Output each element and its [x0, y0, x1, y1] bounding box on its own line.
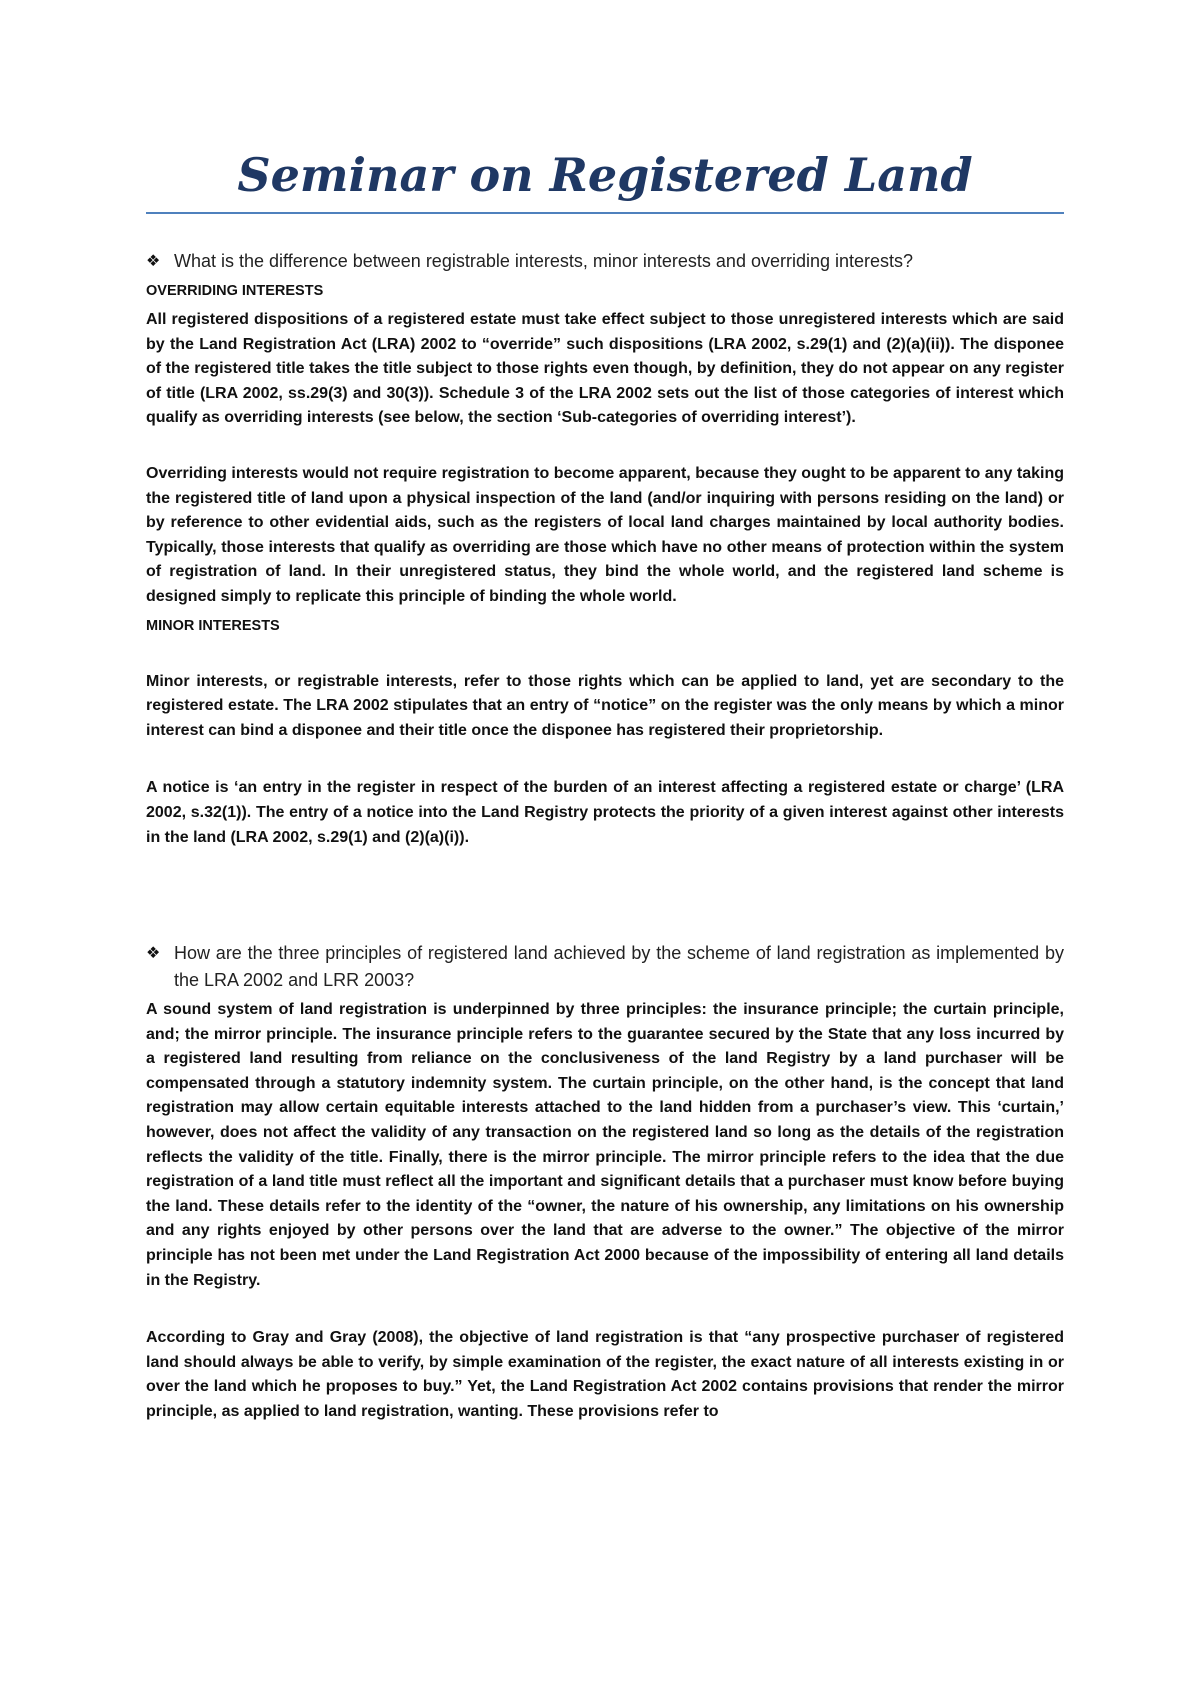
- paragraph-overriding-2: Overriding interests would not require registration to become apparent, because they ought to be apparent to any taking the registered title of land upon a physical inspection of the land (and/or inquiring with persons residing on the land) or by reference to other evidential aids, such as the registers of local land charges maintained by local authority bodies. Typically, those interests that qualify as overriding are those which have no other means of protection within the system of registration of land. In their unregistered status, they bind the whole world, and the registered land scheme is designed simply to replicate this principle of binding the whole world.: [146, 464, 1064, 605]
- paragraph-principles-2: According to Gray and Gray (2008), the objective of land registration is that “any prospective purchaser of registered land should always be able to verify, by simple examination of the register, the exact nature of all interests existing in or over the land which he proposes to buy.” Yet, the Land Registration Act 2002 contains provisions that render the mirror principle, as applied to land registration, wanting. These provisions refer to: [146, 1329, 1064, 1420]
- question-2-text: How are the three principles of registered land achieved by the scheme of land registration as implemented by the LRA 2002 and LRR 2003?: [174, 943, 1064, 991]
- heading-overriding-interests: OVERRIDING INTERESTS: [146, 283, 324, 299]
- paragraph-minor-2: A notice is ‘an entry in the register in respect of the burden of an interest affecting a registered estate or charge’ (LRA 2002, s.32(1)). The entry of a notice into the Land Registry protects the priority of a given interest against other interests in the land (LRA 2002, s.29(1) and (2)(a)(i)).: [146, 779, 1064, 846]
- paragraph-overriding-1: All registered dispositions of a registered estate must take effect subject to those unregistered interests which are said by the Land Registration Act (LRA) 2002 to “override” such dispositions (LRA 2002, s.29(1) and (2)(a)(ii)). The disponee of the registered title takes the title subject to those rights even though, by definition, they do not appear on any register of title (LRA 2002, ss.29(3) and 30(3)). Schedule 3 of the LRA 2002 sets out the list of those categories of interest which qualify as overriding interests (see below, the section ‘Sub-categories of overriding interest’).: [146, 311, 1064, 427]
- question-2: [146, 940, 1064, 994]
- diamond-bullet-icon: ❖: [146, 253, 161, 270]
- paragraph-principles-1: A sound system of land registration is underpinned by three principles: the insurance principle; the curtain principle, and; the mirror principle. The insurance principle refers to the guarantee secured by the State that any loss incurred by a registered land resulting from reliance on the conclusiveness of the land Registry by a land purchaser will be compensated through a statutory indemnity system. The curtain principle, on the other hand, is the concept that land registration may allow certain equitable interests attached to the land hidden from a purchaser’s view. This ‘curtain,’ however, does not affect the validity of any transaction on the registered land so long as the details of the registration reflects the validity of the title. Finally, there is the mirror principle. The mirror principle refers to the idea that the due registration of a land title must reflect all the important and significant details that a purchaser must know before buying the land. These details refer to the identity of the “owner, the nature of his ownership, any limitations on his ownership and any rights enjoyed by other persons over the land that are adverse to the owner.” The objective of the mirror principle has not been met under the Land Registration Act 2000 because of the impossibility of entering all land details in the Registry.: [146, 1001, 1064, 1289]
- page-title: Seminar on Registered Land: [146, 148, 1064, 214]
- heading-minor-interests: MINOR INTERESTS: [146, 617, 280, 634]
- paragraph-minor-1: Minor interests, or registrable interests, refer to those rights which can be applied to land, yet are secondary to the registered estate. The LRA 2002 stipulates that an entry of “notice” on the register was the only means by which a minor interest can bind a disponee and their title once the disponee has registered their proprietorship.: [146, 672, 1064, 739]
- question-1: [146, 248, 1064, 275]
- diamond-bullet-icon: ❖: [146, 945, 161, 963]
- question-1-text: What is the difference between registrable interests, minor interests and overriding interests?: [174, 251, 914, 271]
